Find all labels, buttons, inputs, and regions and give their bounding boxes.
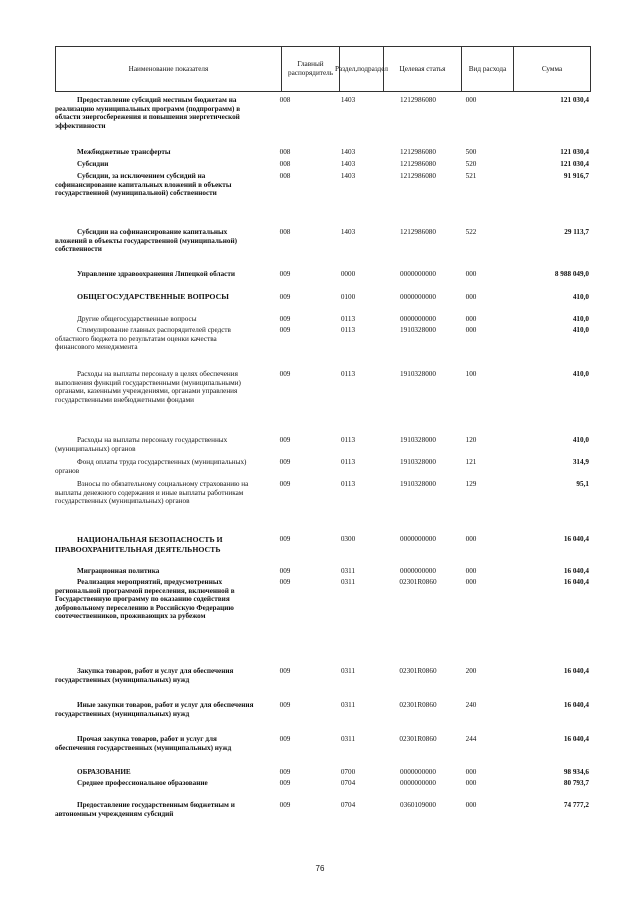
row-expense: 000 bbox=[465, 535, 477, 543]
row-target: 0000000000 bbox=[400, 768, 436, 776]
row-target: 1910328000 bbox=[400, 436, 436, 444]
row-section: 0704 bbox=[340, 801, 356, 809]
header-target: Целевая статья bbox=[384, 47, 462, 91]
header-sum: Сумма bbox=[541, 64, 563, 73]
row-section: 0300 bbox=[340, 535, 356, 543]
row-expense: 500 bbox=[465, 148, 477, 156]
row-sum: 16 040,4 bbox=[563, 567, 589, 575]
row-target: 1910328000 bbox=[400, 326, 436, 334]
row-expense: 000 bbox=[465, 779, 477, 787]
row-admin: 008 bbox=[279, 228, 291, 236]
row-sum: 95,1 bbox=[576, 480, 589, 488]
row-sum: 98 934,6 bbox=[563, 768, 589, 776]
row-section: 1403 bbox=[340, 228, 356, 236]
row-target: 02301R0860 bbox=[399, 701, 437, 709]
row-admin: 009 bbox=[279, 370, 291, 378]
row-section: 0700 bbox=[340, 768, 356, 776]
row-admin: 009 bbox=[279, 667, 291, 675]
table-header bbox=[55, 46, 591, 92]
row-section: 0113 bbox=[340, 326, 356, 334]
row-expense: 522 bbox=[465, 228, 477, 236]
page-number: 76 bbox=[315, 864, 325, 873]
row-name: ОБРАЗОВАНИЕ bbox=[77, 768, 131, 776]
row-admin: 008 bbox=[279, 96, 291, 104]
row-admin: 009 bbox=[279, 480, 291, 488]
row-name: Стимулирование главных распорядителей средств областного бюджета по результатам оценки качества финансового менеджмента bbox=[55, 326, 231, 352]
row-name: Взносы по обязательному социальному страхованию на выплаты денежного содержания и иные выплаты работникам государственных (муниципальных) органов bbox=[55, 480, 249, 506]
row-admin: 009 bbox=[279, 578, 291, 586]
row-section: 0311 bbox=[340, 567, 356, 575]
row-expense: 521 bbox=[465, 172, 477, 180]
row-target: 0000000000 bbox=[400, 779, 436, 787]
row-target: 1910328000 bbox=[400, 480, 436, 488]
row-name: Закупка товаров, работ и услуг для обеспечения государственных (муниципальных) нужд bbox=[55, 667, 234, 684]
header-section: Раздел,подраздел bbox=[340, 47, 384, 91]
row-sum: 410,0 bbox=[572, 293, 589, 301]
row-expense: 000 bbox=[465, 326, 477, 334]
row-target: 0000000000 bbox=[400, 535, 436, 543]
row-sum: 410,0 bbox=[572, 326, 589, 334]
row-admin: 008 bbox=[279, 148, 291, 156]
row-target: 1212986080 bbox=[400, 172, 436, 180]
row-target: 1212986080 bbox=[400, 96, 436, 104]
row-name: Предоставление государственным бюджетным и автономным учреждениям субсидий bbox=[55, 801, 235, 818]
row-section: 1403 bbox=[340, 96, 356, 104]
row-expense: 000 bbox=[465, 96, 477, 104]
row-name: Фонд оплаты труда государственных (муниципальных) органов bbox=[55, 458, 247, 475]
row-admin: 009 bbox=[279, 326, 291, 334]
row-name: Иные закупки товаров, работ и услуг для обеспечения государственных (муниципальных) нужд bbox=[55, 701, 254, 718]
row-admin: 009 bbox=[279, 801, 291, 809]
row-target: 0360109000 bbox=[400, 801, 436, 809]
row-expense: 000 bbox=[465, 578, 477, 586]
row-name: Миграционная политика bbox=[77, 567, 160, 575]
row-expense: 000 bbox=[465, 315, 477, 323]
row-section: 0113 bbox=[340, 480, 356, 488]
row-name: ОБЩЕГОСУДАРСТВЕННЫЕ ВОПРОСЫ bbox=[77, 292, 229, 301]
row-section: 1403 bbox=[340, 160, 356, 168]
row-target: 02301R0860 bbox=[399, 667, 437, 675]
row-name: Предоставление субсидий местным бюджетам на реализацию муниципальных программ (подпрограмм) в области энергосбережения и повышения энергетической эффективности bbox=[55, 96, 241, 130]
row-name: Прочая закупка товаров, работ и услуг для обеспечения государственных (муниципальных) нужд bbox=[55, 735, 232, 752]
row-admin: 009 bbox=[279, 315, 291, 323]
row-section: 0113 bbox=[340, 458, 356, 466]
row-target: 02301R0860 bbox=[399, 578, 437, 586]
row-target: 0000000000 bbox=[400, 293, 436, 301]
row-sum: 16 040,4 bbox=[563, 735, 589, 743]
row-name: Расходы на выплаты персоналу в целях обеспечения выполнения функций государственными (муниципальными) органами, казенными учреждениями, органами управления государственными внебюджетными фондами bbox=[55, 370, 241, 404]
row-name: Межбюджетные трансферты bbox=[77, 148, 171, 156]
row-sum: 8 988 049,0 bbox=[554, 270, 589, 278]
row-name: Расходы на выплаты персоналу государственных (муниципальных) органов bbox=[55, 436, 228, 453]
row-expense: 000 bbox=[465, 768, 477, 776]
row-admin: 008 bbox=[279, 172, 291, 180]
row-admin: 009 bbox=[279, 535, 291, 543]
row-expense: 000 bbox=[465, 567, 477, 575]
row-target: 0000000000 bbox=[400, 270, 436, 278]
row-name: Субсидии на софинансирование капитальных вложений в объекты государственной (муниципальной) собственности bbox=[55, 228, 238, 254]
row-sum: 91 916,7 bbox=[563, 172, 589, 180]
row-name: Другие общегосударственные вопросы bbox=[77, 315, 197, 323]
row-admin: 009 bbox=[279, 735, 291, 743]
row-target: 1212986080 bbox=[400, 228, 436, 236]
row-admin: 009 bbox=[279, 436, 291, 444]
row-admin: 009 bbox=[279, 779, 291, 787]
row-admin: 009 bbox=[279, 270, 291, 278]
row-expense: 000 bbox=[465, 801, 477, 809]
row-target: 02301R0860 bbox=[399, 735, 437, 743]
row-sum: 16 040,4 bbox=[563, 535, 589, 543]
row-section: 0311 bbox=[340, 701, 356, 709]
row-expense: 121 bbox=[465, 458, 477, 466]
row-sum: 410,0 bbox=[572, 315, 589, 323]
row-admin: 009 bbox=[279, 293, 291, 301]
row-name: Среднее профессиональное образование bbox=[77, 779, 208, 787]
row-admin: 009 bbox=[279, 768, 291, 776]
row-expense: 129 bbox=[465, 480, 477, 488]
row-target: 1910328000 bbox=[400, 370, 436, 378]
row-section: 0113 bbox=[340, 436, 356, 444]
row-section: 0113 bbox=[340, 370, 356, 378]
row-target: 0000000000 bbox=[400, 567, 436, 575]
row-expense: 240 bbox=[465, 701, 477, 709]
row-section: 0000 bbox=[340, 270, 356, 278]
row-expense: 100 bbox=[465, 370, 477, 378]
row-target: 1212986080 bbox=[400, 148, 436, 156]
row-sum: 121 030,4 bbox=[560, 96, 589, 104]
header-admin: Главный распорядитель bbox=[282, 47, 340, 91]
row-name: НАЦИОНАЛЬНАЯ БЕЗОПАСНОСТЬ И ПРАВООХРАНИТЕЛЬНАЯ ДЕЯТЕЛЬНОСТЬ bbox=[55, 535, 223, 554]
row-section: 0113 bbox=[340, 315, 356, 323]
row-admin: 009 bbox=[279, 701, 291, 709]
row-expense: 200 bbox=[465, 667, 477, 675]
row-expense: 000 bbox=[465, 293, 477, 301]
row-sum: 121 030,4 bbox=[560, 160, 589, 168]
row-admin: 008 bbox=[279, 160, 291, 168]
row-name: Субсидии bbox=[77, 160, 109, 168]
row-sum: 16 040,4 bbox=[563, 701, 589, 709]
row-name: Реализация мероприятий, предусмотренных региональной программой переселения, включенной в Государственную программу по оказанию содействия добровольному переселению в Российскую Федерацию соотечественников, проживающих за рубежом bbox=[55, 578, 235, 621]
row-target: 0000000000 bbox=[400, 315, 436, 323]
row-section: 0704 bbox=[340, 779, 356, 787]
row-section: 0100 bbox=[340, 293, 356, 301]
row-admin: 009 bbox=[279, 567, 291, 575]
row-sum: 29 113,7 bbox=[564, 228, 589, 236]
row-sum: 16 040,4 bbox=[563, 667, 589, 675]
row-sum: 314,9 bbox=[572, 458, 589, 466]
row-expense: 120 bbox=[465, 436, 477, 444]
row-section: 0311 bbox=[340, 578, 356, 586]
row-expense: 000 bbox=[465, 270, 477, 278]
row-section: 0311 bbox=[340, 667, 356, 675]
row-section: 0311 bbox=[340, 735, 356, 743]
row-section: 1403 bbox=[340, 148, 356, 156]
row-sum: 80 793,7 bbox=[563, 779, 589, 787]
row-sum: 74 777,2 bbox=[563, 801, 589, 809]
row-admin: 009 bbox=[279, 458, 291, 466]
row-target: 1910328000 bbox=[400, 458, 436, 466]
header-name: Наименование показателя bbox=[56, 47, 282, 91]
row-section: 1403 bbox=[340, 172, 356, 180]
row-sum: 121 030,4 bbox=[560, 148, 589, 156]
row-sum: 410,0 bbox=[572, 370, 589, 378]
row-expense: 520 bbox=[465, 160, 477, 168]
header-expense: Вид расхода bbox=[462, 47, 514, 91]
row-name: Управление здравоохранения Липецкой области bbox=[77, 270, 236, 278]
row-name: Субсидии, за исключением субсидий на софинансирование капитальных вложений в объекты государственной (муниципальной) собственности bbox=[55, 172, 232, 198]
row-expense: 244 bbox=[465, 735, 477, 743]
row-sum: 16 040,4 bbox=[563, 578, 589, 586]
row-target: 1212986080 bbox=[400, 160, 436, 168]
row-sum: 410,0 bbox=[572, 436, 589, 444]
